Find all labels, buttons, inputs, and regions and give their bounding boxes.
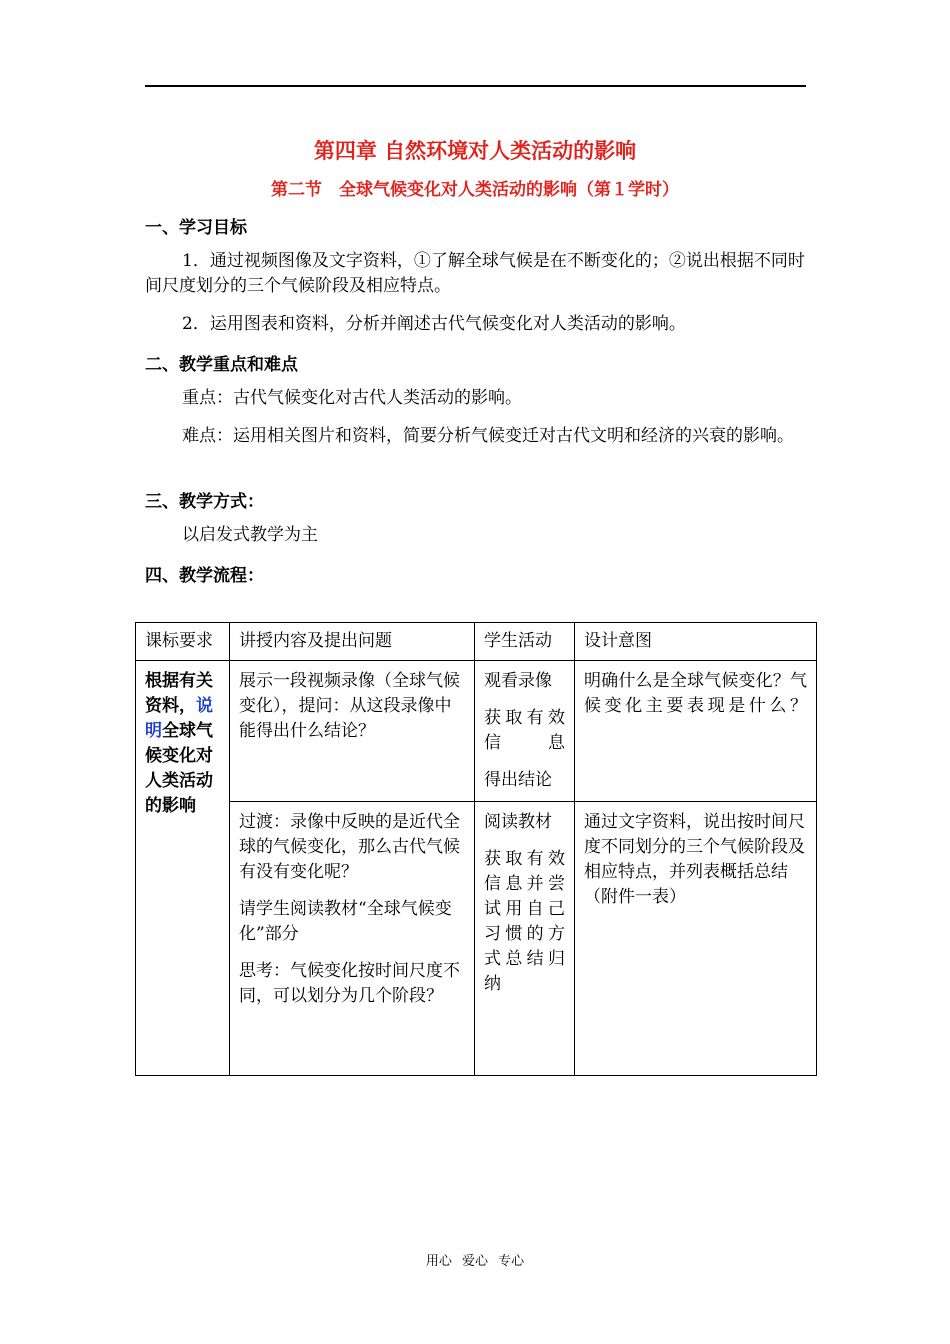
header-cell: 讲授内容及提出问题 (230, 623, 475, 661)
header-cell: 设计意图 (575, 623, 817, 661)
table-row (136, 661, 817, 802)
page-footer: 用心 爱心 专心 (425, 1254, 525, 1269)
design-intent: 通过文字资料，说出按时间尺度不同划分的三个气候阶段及相应特点，并列表概括总结（附件一表） (575, 802, 817, 1076)
teaching-method: 以启发式教学为主 (182, 525, 318, 545)
heading-key-points: 二、教学重点和难点 (145, 355, 298, 375)
heading-teaching-method: 三、教学方式： (145, 492, 264, 512)
difficult-point: 难点：运用相关图片和资料，简要分析气候变迁对古代文明和经济的兴衰的影响。 (182, 426, 794, 446)
lecture-content: 展示一段视频录像（全球气候变化），提问：从这段录像中能得出什么结论？ (230, 661, 475, 802)
key-point: 重点：古代气候变化对古代人类活动的影响。 (182, 388, 522, 408)
design-intent: 明确什么是全球气候变化？气候变化主要表现是什么？ (575, 661, 817, 802)
heading-teaching-flow: 四、教学流程： (145, 566, 264, 586)
header-cell: 课标要求 (136, 623, 230, 661)
heading-learning-goals: 一、学习目标 (145, 218, 247, 238)
lecture-content: 过渡：录像中反映的是近代全球的气候变化，那么古代气候有没有变化呢？ 请学生阅读教材“全球气候变化”部分 思考：气候变化按时间尺度不同，可以划分为几个阶段？ (230, 802, 475, 1076)
curriculum-requirement: 根据有关资料，说明全球气候变化对人类活动的影响 (136, 661, 230, 1076)
section-title: 第二节 全球气候变化对人类活动的影响（第１学时） (271, 180, 679, 200)
goal-2: 2．运用图表和资料，分析并阐述古代气候变化对人类活动的影响。 (182, 314, 686, 334)
chapter-title: 第四章 自然环境对人类活动的影响 (313, 139, 637, 163)
table-header-row (136, 623, 817, 661)
table-row (136, 802, 817, 1076)
header-rule (145, 85, 806, 87)
student-activity: 阅读教材 获取有效信息并尝试用自己习惯的方式总结归纳 (475, 802, 575, 1076)
teaching-flow-table (135, 622, 817, 1076)
student-activity: 观看录像 获取有效信息 得出结论 (475, 661, 575, 802)
goal-1: 1．通过视频图像及文字资料，①了解全球气候是在不断变化的；②说出根据不同时间尺度划分的三个气候阶段及相应特点。 (145, 251, 805, 296)
header-cell: 学生活动 (475, 623, 575, 661)
highlight-word: 说明 (145, 696, 213, 741)
